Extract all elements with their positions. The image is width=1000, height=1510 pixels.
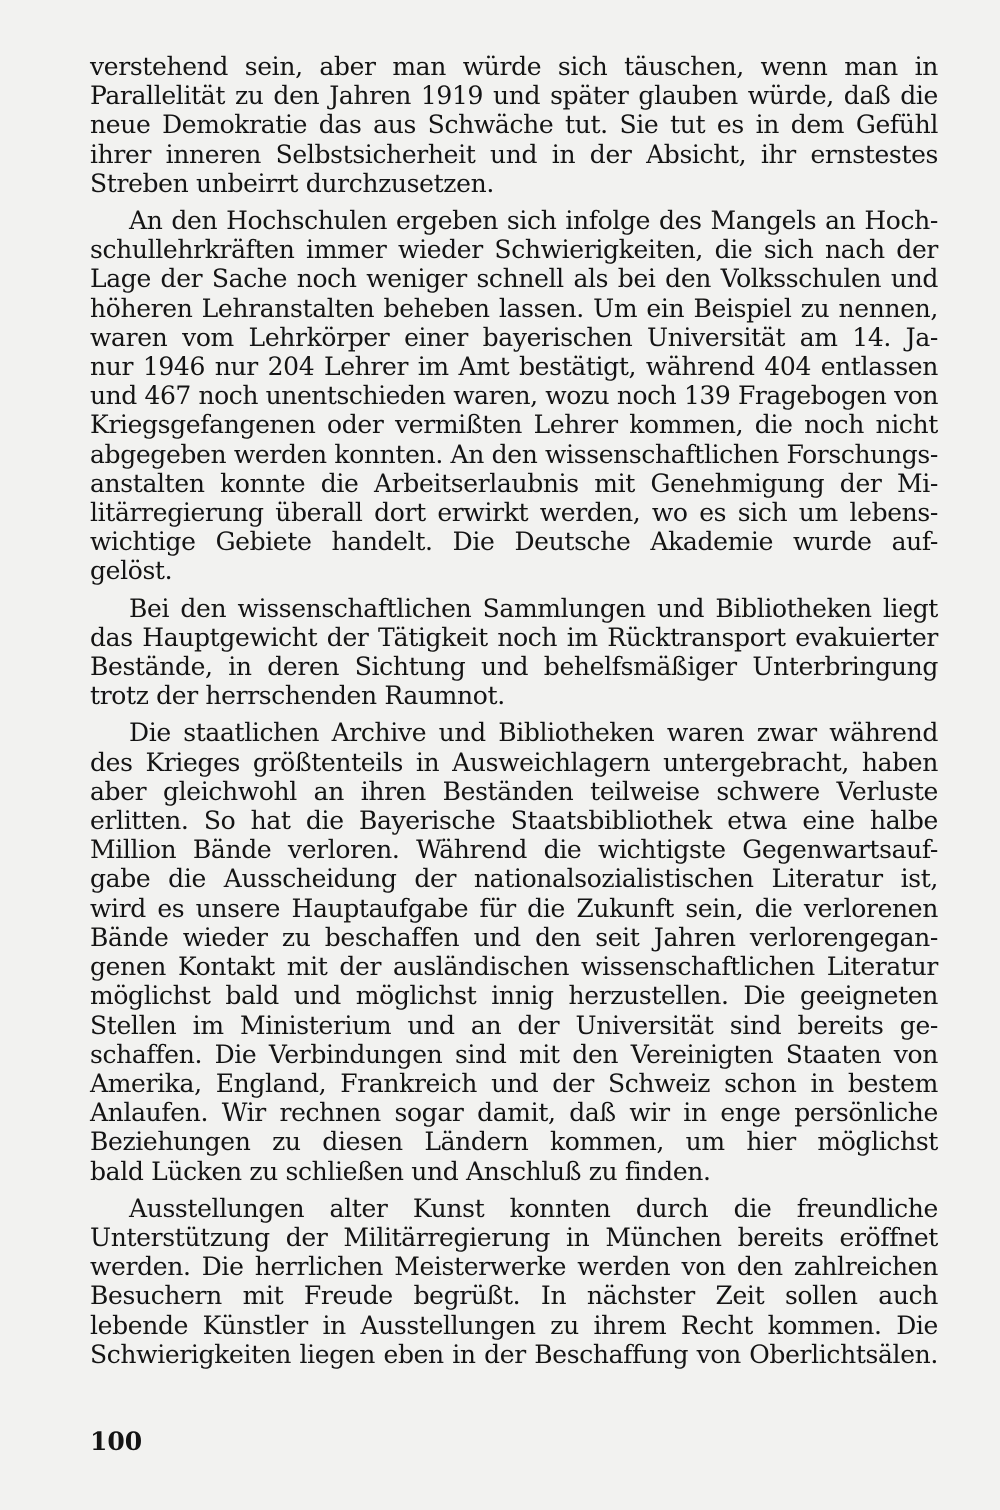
text-line: Die staatlichen Archive und Bibliotheken waren zwar während <box>129 718 938 748</box>
text-line: abgegeben werden konnten. An den wissenschaftlichen Forschungs- <box>90 439 938 469</box>
text-line: gelöst. <box>90 556 173 586</box>
paragraph-1 <box>90 52 938 198</box>
text-line: Parallelität zu den Jahren 1919 und später glauben würde, daß die <box>90 81 938 111</box>
text-line: das Hauptgewicht der Tätigkeit noch im Rücktransport evakuierter <box>90 622 938 652</box>
text-line: Anlaufen. Wir rechnen sogar damit, daß wir in enge persönliche <box>90 1098 938 1128</box>
text-line: trotz der herrschenden Raumnot. <box>90 681 505 711</box>
text-line: Bei den wissenschaftlichen Sammlungen und Bibliotheken liegt <box>129 593 938 623</box>
text-line: genen Kontakt mit der ausländischen wissenschaftlichen Literatur <box>90 952 938 982</box>
text-line: werden. Die herrlichen Meisterwerke werden von den zahlreichen <box>90 1252 938 1282</box>
text-line: litärregierung überall dort erwirkt werden, wo es sich um lebens- <box>90 498 938 528</box>
text-line: Schwierigkeiten liegen eben in der Beschaffung von Oberlichtsälen. <box>90 1339 938 1369</box>
text-line: Unterstützung der Militärregierung in München bereits eröffnet <box>90 1222 938 1252</box>
text-line: ihrer inneren Selbstsicherheit und in der Absicht, ihr ernstestes <box>90 139 938 169</box>
text-line: An den Hochschulen ergeben sich infolge des Mangels an Hoch- <box>129 206 938 236</box>
text-line: neue Demokratie das aus Schwäche tut. Sie tut es in dem Gefühl <box>90 110 938 140</box>
paragraph-3 <box>90 594 938 711</box>
text-line: Million Bände verloren. Während die wichtigste Gegenwartsauf- <box>90 835 938 865</box>
text-line: höheren Lehranstalten beheben lassen. Um ein Beispiel zu nennen, <box>90 293 938 323</box>
text-line: Stellen im Ministerium und an der Universität sind bereits ge- <box>90 1010 938 1040</box>
text-line: Amerika, England, Frankreich und der Schweiz schon in bestem <box>90 1068 938 1098</box>
text-line: möglichst bald und möglichst innig herzustellen. Die geeigneten <box>90 981 938 1011</box>
text-line: anstalten konnte die Arbeitserlaubnis mit Genehmigung der Mi- <box>90 468 938 498</box>
text-line: Beziehungen zu diesen Ländern kommen, um hier möglichst <box>90 1127 938 1157</box>
text-line: und 467 noch unentschieden waren, wozu noch 139 Fragebogen von <box>90 381 938 411</box>
text-line: Bände wieder zu beschaffen und den seit Jahren verlorengegan- <box>90 922 938 952</box>
paragraph-2 <box>90 206 938 586</box>
body-text <box>90 52 938 1369</box>
text-line: erlitten. So hat die Bayerische Staatsbibliothek etwa eine halbe <box>90 806 938 836</box>
text-line: gabe die Ausscheidung der nationalsozialistischen Literatur ist, <box>90 864 938 894</box>
text-line: wird es unsere Hauptaufgabe für die Zukunft sein, die verlorenen <box>90 893 938 923</box>
page-number: 100 <box>90 1427 143 1456</box>
text-line: Lage der Sache noch weniger schnell als bei den Volksschulen und <box>90 264 938 294</box>
text-line: Kriegsgefangenen oder vermißten Lehrer kommen, die noch nicht <box>90 410 938 440</box>
text-line: lebende Künstler in Ausstellungen zu ihrem Recht kommen. Die <box>90 1310 938 1340</box>
text-line: waren vom Lehrkörper einer bayerischen Universität am 14. Ja- <box>90 322 938 352</box>
text-line: verstehend sein, aber man würde sich täuschen, wenn man in <box>90 52 938 81</box>
text-line: schaffen. Die Verbindungen sind mit den Vereinigten Staaten von <box>90 1039 938 1069</box>
text-line: Streben unbeirrt durchzusetzen. <box>90 168 494 198</box>
text-line: des Krieges größtenteils in Ausweichlagern untergebracht, haben <box>90 747 938 777</box>
paragraph-4 <box>90 718 938 1185</box>
text-line: aber gleichwohl an ihren Beständen teilweise schwere Verluste <box>90 776 938 806</box>
text-line: nur 1946 nur 204 Lehrer im Amt bestätigt, während 404 entlassen <box>90 352 938 382</box>
text-line: bald Lücken zu schließen und Anschluß zu finden. <box>90 1156 711 1186</box>
text-line: Ausstellungen alter Kunst konnten durch die freundliche <box>129 1193 938 1223</box>
text-line: Bestände, in deren Sichtung und behelfsmäßiger Unterbringung <box>90 652 938 682</box>
text-line: wichtige Gebiete handelt. Die Deutsche Akademie wurde auf- <box>90 527 938 557</box>
text-line: schullehrkräften immer wieder Schwierigkeiten, die sich nach der <box>90 235 938 265</box>
paragraph-5 <box>90 1194 938 1369</box>
text-line: Besuchern mit Freude begrüßt. In nächster Zeit sollen auch <box>90 1281 938 1311</box>
